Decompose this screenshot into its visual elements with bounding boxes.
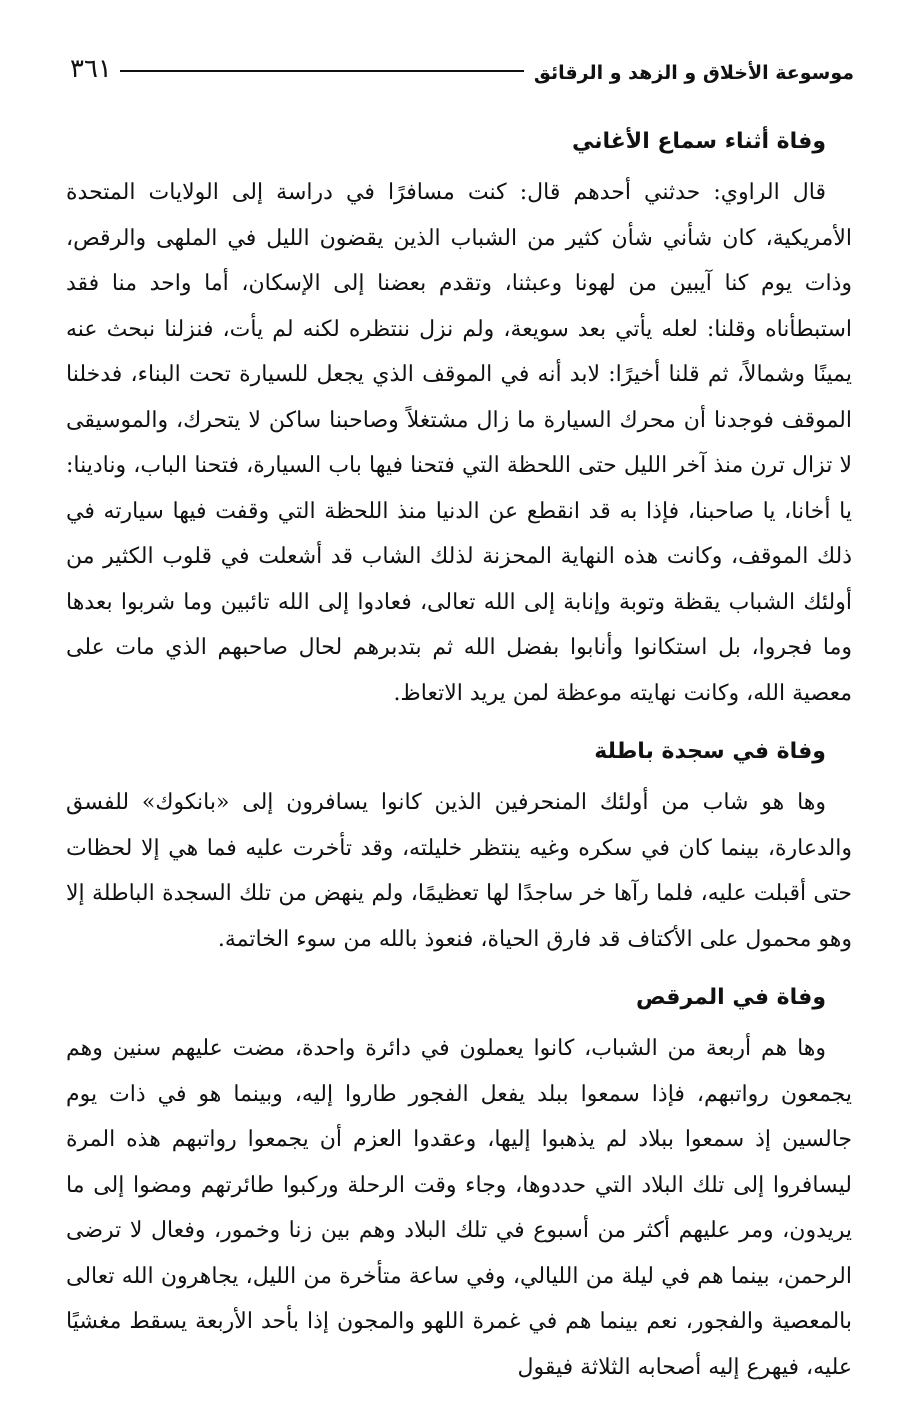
section-heading-dancehall: وفاة في المرقص (636, 985, 826, 1010)
page-header (70, 44, 854, 84)
section-paragraph-prostration: وها هو شاب من أولئك المنحرفين الذين كانوا يسافرون إلى «بانكوك» للفسق والدعارة، بينما كان في سكره وغيه ينتظر خليلته، وقد تأخرت عليه فما هي إلا لحظات حتى أقبلت عليه، فلما رآها خر ساجدًا لها تعظيمًا، ولم ينهض من تلك السجدة الباطلة إلا وهو محمول على الأكتاف قد فارق الحياة، فنعوذ بالله من سوء الخاتمة. (66, 790, 852, 952)
section-paragraph-songs: قال الراوي: حدثني أحدهم قال: كنت مسافرًا في دراسة إلى الولايات المتحدة الأمريكية، كان شأني شأن كثير من الشباب الذين يقضون الليل في الملهى والرقص، وذات يوم كنا آيبين من لهونا وعبثنا، وتقدم بعضنا إلى الإسكان، أما واحد منا فقد استبطأناه وقلنا: لعله يأتي بعد سويعة، ولم نزل ننتظره لكنه لم يأت، فنزلنا نبحث عنه يمينًا وشمالاً، ثم قلنا أخيرًا: لابد أنه في الموقف الذي يجعل للسيارة تحت البناء، فدخلنا الموقف فوجدنا أن محرك السيارة ما زال مشتغلاً وصاحبنا ساكن لا يتحرك، والموسيقى لا تزال ترن منذ آخر الليل حتى اللحظة التي فتحنا فيها باب السيارة، فتحنا الباب، ونادينا: يا أخانا، يا صاحبنا، فإذا به قد انقطع عن الدنيا منذ اللحظة التي وقفت فيها سيارته في ذلك الموقف، وكانت هذه النهاية المحزنة لذلك الشاب قد أشعلت في قلوب الكثير من أولئك الشباب يقظة وتوبة وإنابة إلى الله تعالى، فعادوا إلى الله تائبين وما شربوا بعدها وما فجروا، بل استكانوا وأنابوا بفضل الله ثم بتدبرهم لحال صاحبهم الذي مات على معصية الله، وكانت نهايته موعظة لمن يريد الاتعاظ. (66, 180, 852, 706)
section-paragraph-dancehall: وها هم أربعة من الشباب، كانوا يعملون في دائرة واحدة، مضت عليهم سنين وهم يجمعون رواتبهم، فإذا سمعوا ببلد يفعل الفجور طاروا إليه، وبينما هو في ذات يوم جالسين إذ سمعوا ببلاد لم يذهبوا إليها، وعقدوا العزم أن يجمعوا رواتبهم هذه المرة ليسافروا إلى تلك البلاد التي حددوها، وجاء وقت الرحلة وركبوا طائرتهم ومضوا إلى ما يريدون، ومر عليهم أكثر من أسبوع في تلك البلاد وهم بين زنا وخمور، وفعال لا ترضى الرحمن، بينما هم في ليلة من الليالي، وفي ساعة متأخرة من الليل، يجاهرون الله تعالى بالمعصية والفجور، نعم بينما هم في غمرة اللهو والمجون إذا بأحد الأربعة يسقط مغشيًا عليه، فيهرع إليه أصحابه الثلاثة فيقول (66, 1036, 852, 1380)
page-number: ٣٦١ (70, 54, 112, 84)
section-heading-prostration: وفاة في سجدة باطلة (594, 739, 826, 764)
section-heading-songs: وفاة أثناء سماع الأغاني (572, 129, 826, 154)
header-rule (120, 70, 524, 72)
page-content (66, 120, 852, 1404)
running-title: موسوعة الأخلاق و الزهد و الرقائق (533, 62, 854, 84)
